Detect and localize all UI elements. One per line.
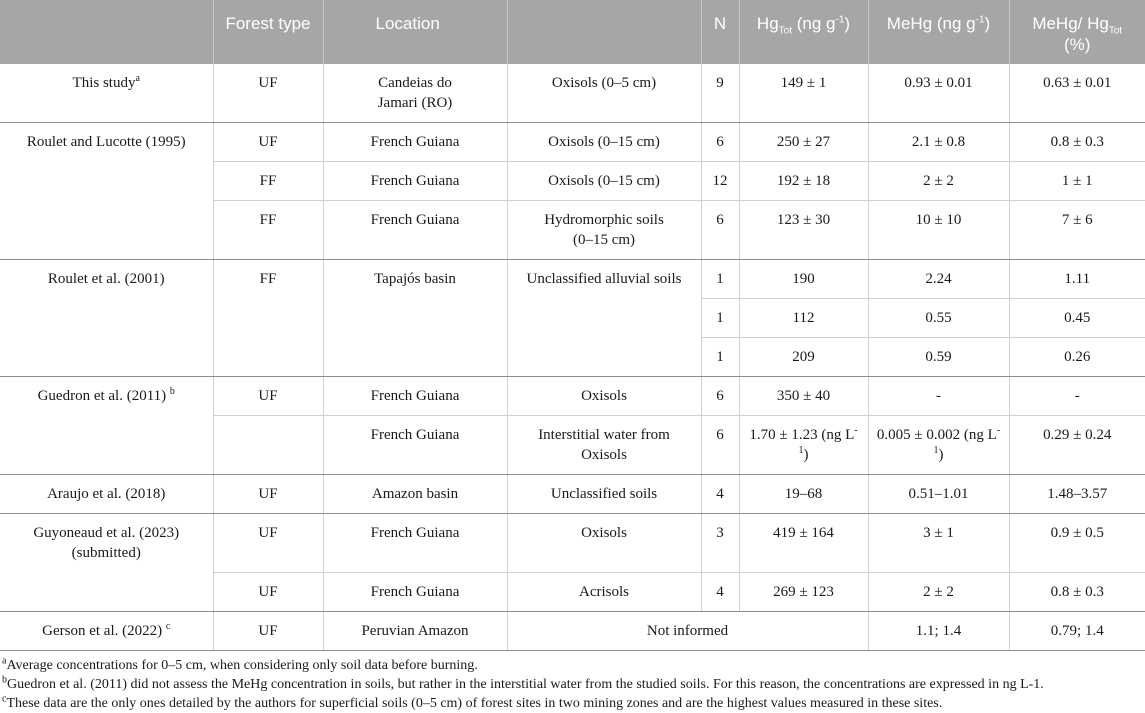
mehg-value: 0.005 ± 0.002 (ng L bbox=[876, 427, 997, 443]
cell-n: 6 bbox=[701, 123, 739, 162]
cell-ratio: 0.26 bbox=[1009, 338, 1145, 377]
cell-n: 9 bbox=[701, 64, 739, 123]
cell-location: Peruvian Amazon bbox=[323, 611, 507, 650]
cell-forest-type: UF bbox=[213, 123, 323, 162]
unit-sup: -1 bbox=[798, 425, 858, 456]
cell-hgtot: 19–68 bbox=[739, 475, 868, 514]
cell-mehg: 0.55 bbox=[868, 299, 1009, 338]
cell-n: 6 bbox=[701, 201, 739, 260]
table-row bbox=[0, 260, 1145, 299]
cell-n: 4 bbox=[701, 475, 739, 514]
unit-sup: -1 bbox=[933, 425, 1001, 456]
cell-n: 1 bbox=[701, 260, 739, 299]
cell-study bbox=[0, 64, 213, 123]
cell-soil: Interstitial water from Oxisols bbox=[507, 416, 701, 475]
footnote-b bbox=[2, 675, 1143, 694]
cell-location: French Guiana bbox=[323, 416, 507, 475]
cell-soil: Oxisols (0–15 cm) bbox=[507, 162, 701, 201]
cell-study bbox=[0, 416, 213, 475]
mehg-close: ) bbox=[938, 447, 944, 463]
cell-location: Amazon basin bbox=[323, 475, 507, 514]
footnote-mark: a bbox=[2, 654, 7, 666]
cell-mehg: 3 ± 1 bbox=[868, 514, 1009, 573]
cell-n: 1 bbox=[701, 338, 739, 377]
footnote-a bbox=[2, 656, 1143, 675]
table-row bbox=[0, 64, 1145, 123]
cell-hgtot: 250 ± 27 bbox=[739, 123, 868, 162]
cell-n: 4 bbox=[701, 572, 739, 611]
cell-ratio: 0.8 ± 0.3 bbox=[1009, 123, 1145, 162]
cell-soil-merged: Not informed bbox=[507, 611, 868, 650]
cell-ratio: 1.48–3.57 bbox=[1009, 475, 1145, 514]
cell-soil: Oxisols (0–5 cm) bbox=[507, 64, 701, 123]
header-hgtot-sup: -1 bbox=[835, 14, 845, 26]
table-row bbox=[0, 572, 1145, 611]
header-forest-type: Forest type bbox=[213, 0, 323, 64]
header-ratio-close: (%) bbox=[1064, 35, 1091, 54]
cell-soil: Oxisols bbox=[507, 514, 701, 573]
header-ratio bbox=[1009, 0, 1145, 64]
cell-n: 3 bbox=[701, 514, 739, 573]
cell-forest-type bbox=[213, 416, 323, 475]
cell-hgtot: 419 ± 164 bbox=[739, 514, 868, 573]
cell-n: 6 bbox=[701, 377, 739, 416]
header-soil bbox=[507, 0, 701, 64]
cell-n: 12 bbox=[701, 162, 739, 201]
table-row bbox=[0, 377, 1145, 416]
cell-hgtot: 192 ± 18 bbox=[739, 162, 868, 201]
cell-location: Tapajós basin bbox=[323, 260, 507, 377]
cell-study bbox=[0, 377, 213, 416]
table-row bbox=[0, 416, 1145, 475]
table-row bbox=[0, 475, 1145, 514]
cell-soil: Acrisols bbox=[507, 572, 701, 611]
cell-soil: Unclassified alluvial soils bbox=[507, 260, 701, 377]
cell-soil: Oxisols (0–15 cm) bbox=[507, 123, 701, 162]
table-row bbox=[0, 123, 1145, 162]
cell-n: 6 bbox=[701, 416, 739, 475]
cell-study bbox=[0, 572, 213, 611]
cell-ratio: 0.8 ± 0.3 bbox=[1009, 572, 1145, 611]
table-header-row bbox=[0, 0, 1145, 64]
header-hgtot-base: Hg bbox=[756, 14, 779, 33]
cell-hgtot: 123 ± 30 bbox=[739, 201, 868, 260]
cell-mehg bbox=[868, 416, 1009, 475]
hgtot-value: 1.70 ± 1.23 (ng L bbox=[749, 427, 855, 443]
cell-location: French Guiana bbox=[323, 514, 507, 573]
footnote-mark: b bbox=[2, 673, 7, 685]
cell-forest-type: UF bbox=[213, 611, 323, 650]
cell-forest-type: FF bbox=[213, 260, 323, 377]
header-hgtot-close: ) bbox=[844, 14, 851, 33]
cell-forest-type: UF bbox=[213, 572, 323, 611]
cell-location: French Guiana bbox=[323, 377, 507, 416]
study-text: Gerson et al. (2022) bbox=[42, 622, 166, 639]
cell-mehg: 2.24 bbox=[868, 260, 1009, 299]
header-mehg-base: MeHg (ng g bbox=[886, 14, 976, 33]
cell-ratio: 1 ± 1 bbox=[1009, 162, 1145, 201]
footnote-mark: b bbox=[169, 386, 175, 397]
cell-mehg: 0.93 ± 0.01 bbox=[868, 64, 1009, 123]
footnote-mark: a bbox=[135, 73, 140, 84]
cell-mehg: 1.1; 1.4 bbox=[868, 611, 1009, 650]
footnote-text: These data are the only ones detailed by the authors for superficial soils (0–5 cm) of forest sites in two mining zones and are the highest values measured in these sites. bbox=[6, 695, 943, 711]
cell-mehg: 0.59 bbox=[868, 338, 1009, 377]
cell-location: French Guiana bbox=[323, 162, 507, 201]
cell-ratio: 1.11 bbox=[1009, 260, 1145, 299]
footnote-mark: c bbox=[2, 692, 7, 704]
table-row bbox=[0, 514, 1145, 573]
cell-ratio: - bbox=[1009, 377, 1145, 416]
study-text: This study bbox=[72, 75, 136, 91]
header-ratio-sub: Tot bbox=[1108, 25, 1123, 37]
footnote-text: Guedron et al. (2011) did not assess the MeHg concentration in soils, but rather in the interstitial water from the studied soils. For this reason, the concentrations are expressed in ng L-1. bbox=[7, 676, 1044, 692]
cell-forest-type: FF bbox=[213, 162, 323, 201]
cell-mehg: 2 ± 2 bbox=[868, 162, 1009, 201]
cell-forest-type: UF bbox=[213, 377, 323, 416]
header-n: N bbox=[701, 0, 739, 64]
cell-study: Roulet and Lucotte (1995) bbox=[0, 123, 213, 260]
cell-forest-type: UF bbox=[213, 64, 323, 123]
cell-mehg: - bbox=[868, 377, 1009, 416]
header-mehg bbox=[868, 0, 1009, 64]
cell-ratio: 7 ± 6 bbox=[1009, 201, 1145, 260]
cell-hgtot bbox=[739, 416, 868, 475]
cell-hgtot: 269 ± 123 bbox=[739, 572, 868, 611]
cell-location: French Guiana bbox=[323, 572, 507, 611]
hgtot-close: ) bbox=[803, 447, 809, 463]
cell-study: Roulet et al. (2001) bbox=[0, 260, 213, 377]
cell-mehg: 10 ± 10 bbox=[868, 201, 1009, 260]
cell-hgtot: 190 bbox=[739, 260, 868, 299]
header-hgtot-sub: Tot bbox=[778, 25, 792, 37]
cell-hgtot: 149 ± 1 bbox=[739, 64, 868, 123]
header-hgtot bbox=[739, 0, 868, 64]
header-mehg-close: ) bbox=[984, 14, 991, 33]
table-footnotes bbox=[0, 651, 1145, 713]
cell-mehg: 2.1 ± 0.8 bbox=[868, 123, 1009, 162]
cell-soil: Hydromorphic soils (0–15 cm) bbox=[507, 201, 701, 260]
cell-soil: Oxisols bbox=[507, 377, 701, 416]
header-location: Location bbox=[323, 0, 507, 64]
cell-mehg: 2 ± 2 bbox=[868, 572, 1009, 611]
cell-study: Araujo et al. (2018) bbox=[0, 475, 213, 514]
header-hgtot-unit: (ng g bbox=[792, 14, 836, 33]
footnote-text: Average concentrations for 0–5 cm, when considering only soil data before burning. bbox=[6, 657, 478, 673]
cell-mehg: 0.51–1.01 bbox=[868, 475, 1009, 514]
footnote-c bbox=[2, 694, 1143, 713]
cell-hgtot: 350 ± 40 bbox=[739, 377, 868, 416]
cell-hgtot: 209 bbox=[739, 338, 868, 377]
cell-study bbox=[0, 611, 213, 650]
cell-ratio: 0.9 ± 0.5 bbox=[1009, 514, 1145, 573]
cell-ratio: 0.45 bbox=[1009, 299, 1145, 338]
cell-n: 1 bbox=[701, 299, 739, 338]
study-text: Guedron et al. (2011) bbox=[37, 388, 170, 404]
cell-forest-type: UF bbox=[213, 475, 323, 514]
header-ratio-base: MeHg/ Hg bbox=[1032, 14, 1109, 33]
cell-forest-type: FF bbox=[213, 201, 323, 260]
cell-ratio: 0.29 ± 0.24 bbox=[1009, 416, 1145, 475]
cell-location: French Guiana bbox=[323, 123, 507, 162]
header-study bbox=[0, 0, 213, 64]
cell-study: Guyoneaud et al. (2023) (submitted) bbox=[0, 514, 213, 573]
cell-forest-type: UF bbox=[213, 514, 323, 573]
cell-ratio: 0.79; 1.4 bbox=[1009, 611, 1145, 650]
header-mehg-sup: -1 bbox=[975, 14, 985, 26]
table-row bbox=[0, 611, 1145, 650]
cell-location: French Guiana bbox=[323, 201, 507, 260]
cell-soil: Unclassified soils bbox=[507, 475, 701, 514]
footnote-mark: c bbox=[165, 620, 171, 632]
cell-hgtot: 112 bbox=[739, 299, 868, 338]
cell-location: Candeias do Jamari (RO) bbox=[323, 64, 507, 123]
cell-ratio: 0.63 ± 0.01 bbox=[1009, 64, 1145, 123]
